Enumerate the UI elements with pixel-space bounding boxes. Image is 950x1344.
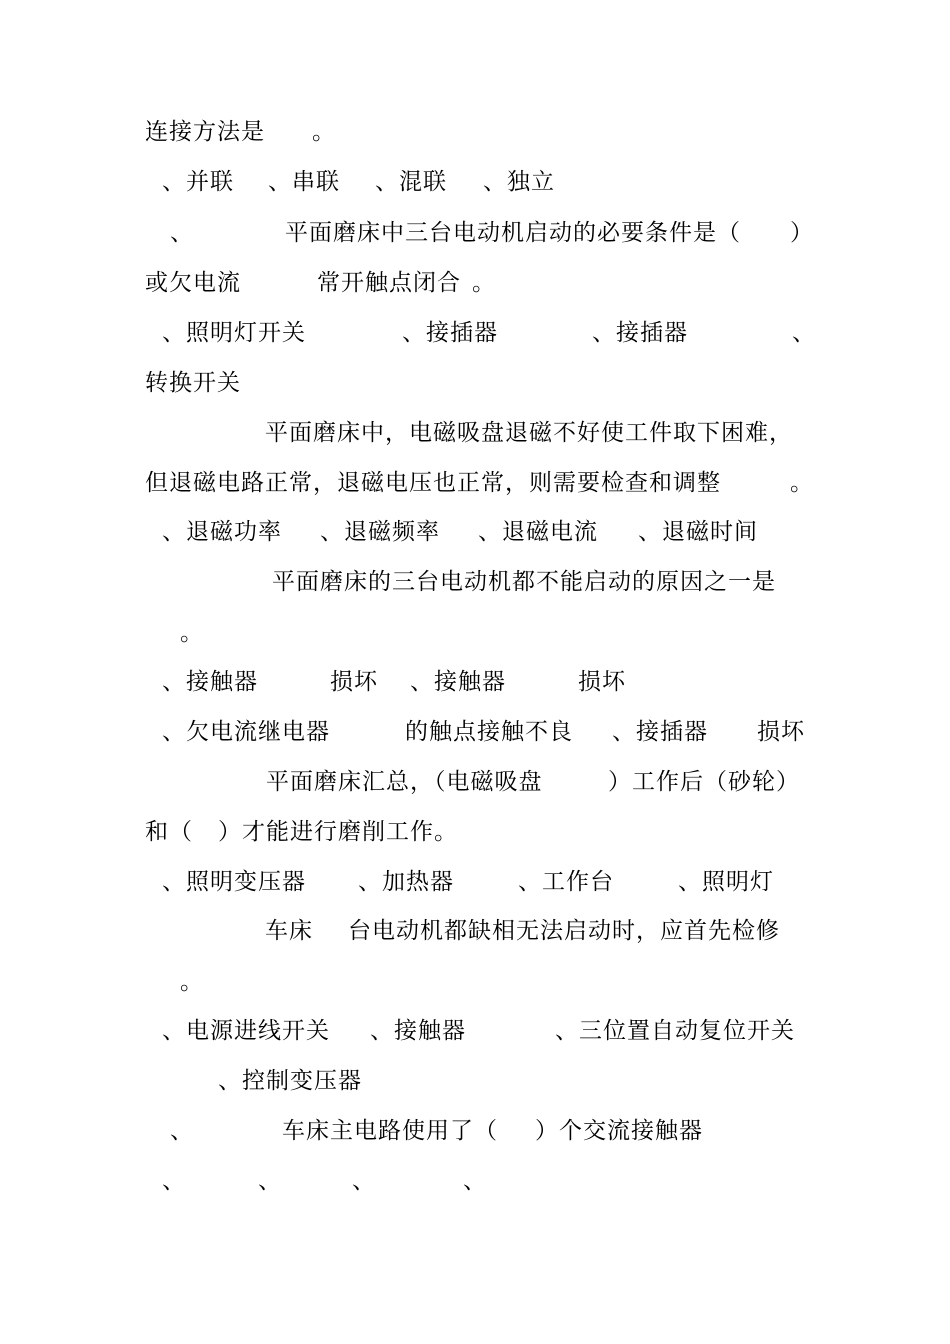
text-fragment: 但退磁电路正常，退磁电压也正常，则需要检查和调整 <box>145 470 721 496</box>
text-fragment: 损坏 <box>578 669 626 695</box>
text-fragment: 的触点接触不良 <box>405 719 573 745</box>
option-a: 、照明灯开关 <box>162 320 306 346</box>
text-fragment: 。 <box>180 969 204 995</box>
text-fragment: ）个交流接触器 <box>535 1118 703 1144</box>
text-fragment: 。 <box>472 270 496 296</box>
text-fragment: 。 <box>180 620 204 646</box>
option-a: 、接触器 <box>162 669 258 695</box>
option-c: 、三位置自动复位开关 <box>555 1018 795 1044</box>
option-c: 、接插器 <box>592 320 688 346</box>
text-fragment: 。 <box>312 119 336 145</box>
option-d: 、退磁时间 <box>638 519 758 545</box>
option-b: 、接触器 <box>410 669 506 695</box>
question-text: 台电动机都缺相无法启动时，应首先检修 <box>348 918 780 944</box>
text-fragment: ）工作后（砂轮） <box>608 769 800 795</box>
option-b: 、退磁频率 <box>320 519 440 545</box>
option-b: 、接插器 <box>402 320 498 346</box>
option-c: 、工作台 <box>518 869 614 895</box>
question-number: 、 <box>170 220 194 246</box>
option-d: 、独立 <box>483 169 555 195</box>
option-d: 、控制变压器 <box>218 1068 362 1094</box>
question-text: 平面磨床的三台电动机都不能启动的原因之一是 <box>272 569 776 595</box>
text-fragment: 常开触点闭合 <box>317 270 461 296</box>
question-text: 车床主电路使用了（ <box>282 1118 498 1144</box>
option-a: 、并联 <box>162 169 234 195</box>
option-d: 、照明灯 <box>678 869 774 895</box>
text-fragment: 连接方法是 <box>145 119 265 145</box>
option-d: 、 <box>792 320 816 346</box>
option-d: 、 <box>463 1168 487 1194</box>
question-text: 车床 <box>265 918 313 944</box>
option-b: 、加热器 <box>358 869 454 895</box>
option-b: 、 <box>258 1168 282 1194</box>
question-text: 平面磨床中，电磁吸盘退磁不好使工件取下困难， <box>265 420 793 446</box>
question-text: 平面磨床汇总，（电磁吸盘 <box>266 769 543 795</box>
option-c: 、退磁电流 <box>478 519 598 545</box>
option-c: 、混联 <box>375 169 447 195</box>
text-fragment: 。 <box>790 470 814 496</box>
option-b: 、串联 <box>268 169 340 195</box>
text-fragment: 损坏 <box>757 719 805 745</box>
option-c: 、欠电流继电器 <box>162 719 330 745</box>
question-text: 平面磨床中三台电动机启动的必要条件是（ <box>285 220 741 246</box>
text-fragment: 或欠电流 <box>145 270 241 296</box>
option-a: 、照明变压器 <box>162 869 306 895</box>
option-a: 、 <box>162 1168 186 1194</box>
text-fragment: ） <box>790 220 814 246</box>
question-number: 、 <box>170 1118 194 1144</box>
option-d: 、接插器 <box>612 719 708 745</box>
text-fragment: ）才能进行磨削工作。 <box>218 819 458 845</box>
text-fragment: 转换开关 <box>145 370 241 396</box>
option-a: 、电源进线开关 <box>162 1018 330 1044</box>
option-b: 、接触器 <box>370 1018 466 1044</box>
option-c: 、 <box>352 1168 376 1194</box>
text-fragment: 和（ <box>145 819 193 845</box>
text-fragment: 损坏 <box>330 669 378 695</box>
option-a: 、退磁功率 <box>162 519 282 545</box>
